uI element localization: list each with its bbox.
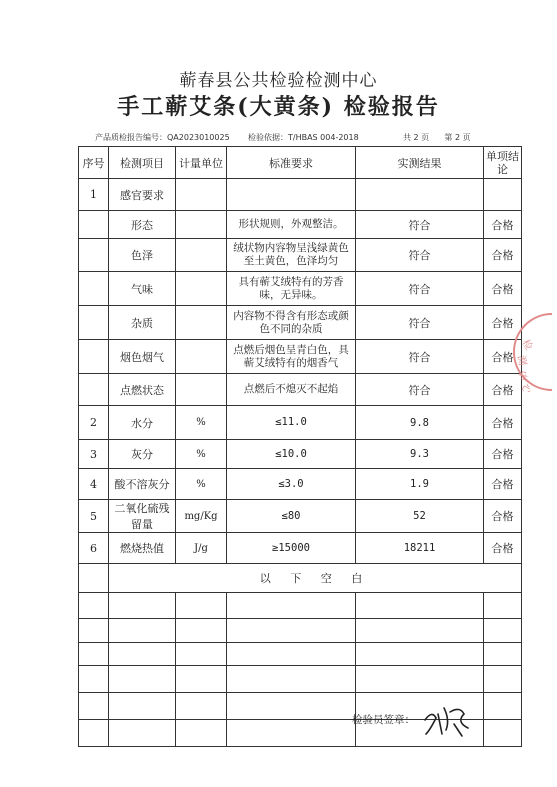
row-test-item: 点燃状态: [109, 374, 176, 406]
empty-cell: [227, 593, 356, 619]
row-test-item: 形态: [109, 211, 176, 239]
empty-cell: [356, 619, 484, 643]
row-number: [79, 211, 109, 239]
row-result: 9.8: [356, 406, 484, 440]
org-title: 蕲春县公共检验检测中心: [179, 71, 378, 91]
row-standard: ≤10.0: [227, 440, 356, 469]
table-row: [79, 406, 522, 440]
row-result: 符合: [356, 374, 484, 406]
empty-row: [79, 593, 522, 619]
col-header-result: 实测结果: [356, 147, 484, 179]
col-header-verdict: 单项结论: [484, 147, 522, 179]
row-number: 4: [79, 469, 109, 500]
row-result: 符合: [356, 239, 484, 272]
inspection-table: [78, 146, 522, 747]
row-unit: [176, 272, 227, 306]
blank-note: 以 下 空 白: [109, 564, 522, 593]
row-test-item: 二氧化硫残留量: [109, 500, 176, 533]
empty-row: [79, 666, 522, 693]
row-result: 52: [356, 500, 484, 533]
row-test-item: 燃烧热值: [109, 533, 176, 564]
row-unit: [176, 340, 227, 374]
row-result: 符合: [356, 306, 484, 340]
row-test-item: 水分: [109, 406, 176, 440]
inspection-seal: [512, 312, 557, 396]
empty-cell: [109, 693, 176, 720]
row-unit: mg/Kg: [176, 500, 227, 533]
empty-cell: [176, 643, 227, 666]
row-standard: ≥15000: [227, 533, 356, 564]
row-verdict: 合格: [484, 340, 522, 374]
empty-cell: [79, 643, 109, 666]
empty-cell: [227, 619, 356, 643]
row-number: 5: [79, 500, 109, 533]
empty-cell: [356, 643, 484, 666]
empty-cell: [79, 619, 109, 643]
row-unit: [176, 239, 227, 272]
row-test-item: 色泽: [109, 239, 176, 272]
row-number: [79, 306, 109, 340]
row-unit: [176, 179, 227, 211]
svg-text:检: 检: [519, 338, 534, 353]
row-standard: 具有蕲艾绒特有的芳香味，无异味。: [227, 272, 356, 306]
col-header-no: 序号: [79, 147, 109, 179]
empty-cell: [227, 643, 356, 666]
test-basis: 检验依据：T/HBAS 004-2018: [248, 133, 359, 142]
row-unit: [176, 211, 227, 239]
blank-cell: [79, 564, 109, 593]
row-number: 2: [79, 406, 109, 440]
row-result: 9.3: [356, 440, 484, 469]
row-verdict: 合格: [484, 406, 522, 440]
row-unit: %: [176, 406, 227, 440]
row-test-item: 烟色烟气: [109, 340, 176, 374]
report-number: 产品质检报告编号：QA2023010025: [95, 133, 230, 142]
empty-cell: [484, 693, 522, 720]
empty-cell: [484, 666, 522, 693]
table-row: [79, 272, 522, 306]
row-result: 符合: [356, 272, 484, 306]
empty-cell: [356, 666, 484, 693]
row-result: 符合: [356, 211, 484, 239]
row-test-item: 气味: [109, 272, 176, 306]
row-verdict: 合格: [484, 469, 522, 500]
row-number: 6: [79, 533, 109, 564]
table-header-row: [79, 147, 522, 179]
row-standard: 点燃后不熄灭不起焰: [227, 374, 356, 406]
empty-cell: [227, 720, 356, 747]
empty-cell: [484, 720, 522, 747]
svg-text:心: 心: [518, 381, 533, 392]
row-verdict: 合格: [484, 500, 522, 533]
row-verdict: 合格: [484, 272, 522, 306]
table-row: [79, 533, 522, 564]
row-standard: 内容物不得含有形态或颜色不同的杂质: [227, 306, 356, 340]
empty-cell: [227, 666, 356, 693]
row-verdict: 合格: [484, 239, 522, 272]
col-header-item: 检测项目: [109, 147, 176, 179]
row-standard: [227, 179, 356, 211]
empty-cell: [109, 720, 176, 747]
row-number: 3: [79, 440, 109, 469]
report-title: 手工蕲艾条(大黄条) 检验报告: [117, 94, 440, 120]
row-number: 1: [79, 179, 109, 211]
svg-text:中: 中: [515, 369, 528, 382]
row-result: 符合: [356, 340, 484, 374]
empty-cell: [109, 619, 176, 643]
empty-cell: [176, 593, 227, 619]
row-result: 1.9: [356, 469, 484, 500]
row-result: 18211: [356, 533, 484, 564]
blank-note-row: [79, 564, 522, 593]
row-unit: [176, 306, 227, 340]
signature-label: 检验员签章：: [352, 714, 415, 726]
row-standard: ≤11.0: [227, 406, 356, 440]
col-header-unit: 计量单位: [176, 147, 227, 179]
row-verdict: [484, 179, 522, 211]
empty-cell: [356, 593, 484, 619]
empty-cell: [176, 666, 227, 693]
empty-cell: [109, 666, 176, 693]
empty-cell: [176, 619, 227, 643]
table-row: [79, 239, 522, 272]
empty-cell: [227, 693, 356, 720]
col-header-standard: 标准要求: [227, 147, 356, 179]
page-indicator: 共 2 页 第 2 页: [403, 133, 471, 142]
row-standard: 绒状物内容物呈浅绿黄色至土黄色，色泽均匀: [227, 239, 356, 272]
row-standard: 点燃后烟色呈青白色，具蕲艾绒特有的烟香气: [227, 340, 356, 374]
handwritten-signature: [420, 700, 475, 744]
table-row: [79, 179, 522, 211]
empty-cell: [176, 693, 227, 720]
row-verdict: 合格: [484, 533, 522, 564]
row-standard: 形状规则，外观整洁。: [227, 211, 356, 239]
row-verdict: 合格: [484, 306, 522, 340]
row-unit: [176, 374, 227, 406]
row-standard: ≤80: [227, 500, 356, 533]
empty-cell: [79, 593, 109, 619]
row-unit: %: [176, 469, 227, 500]
row-number: [79, 374, 109, 406]
empty-cell: [109, 593, 176, 619]
empty-cell: [484, 643, 522, 666]
empty-row: [79, 619, 522, 643]
empty-cell: [79, 720, 109, 747]
row-test-item: 感官要求: [109, 179, 176, 211]
row-test-item: 灰分: [109, 440, 176, 469]
row-verdict: 合格: [484, 374, 522, 406]
empty-cell: [79, 666, 109, 693]
row-number: [79, 340, 109, 374]
row-test-item: 酸不溶灰分: [109, 469, 176, 500]
empty-cell: [109, 643, 176, 666]
table-row: [79, 306, 522, 340]
row-test-item: 杂质: [109, 306, 176, 340]
empty-cell: [484, 619, 522, 643]
row-unit: J/g: [176, 533, 227, 564]
table-row: [79, 211, 522, 239]
table-row: [79, 469, 522, 500]
table-row: [79, 374, 522, 406]
row-number: [79, 272, 109, 306]
empty-cell: [484, 593, 522, 619]
table-row: [79, 500, 522, 533]
svg-text:测: 测: [515, 354, 528, 367]
row-result: [356, 179, 484, 211]
row-standard: ≤3.0: [227, 469, 356, 500]
empty-cell: [79, 693, 109, 720]
empty-cell: [176, 720, 227, 747]
table-row: [79, 340, 522, 374]
row-unit: %: [176, 440, 227, 469]
empty-row: [79, 643, 522, 666]
table-row: [79, 440, 522, 469]
row-number: [79, 239, 109, 272]
row-verdict: 合格: [484, 440, 522, 469]
row-verdict: 合格: [484, 211, 522, 239]
